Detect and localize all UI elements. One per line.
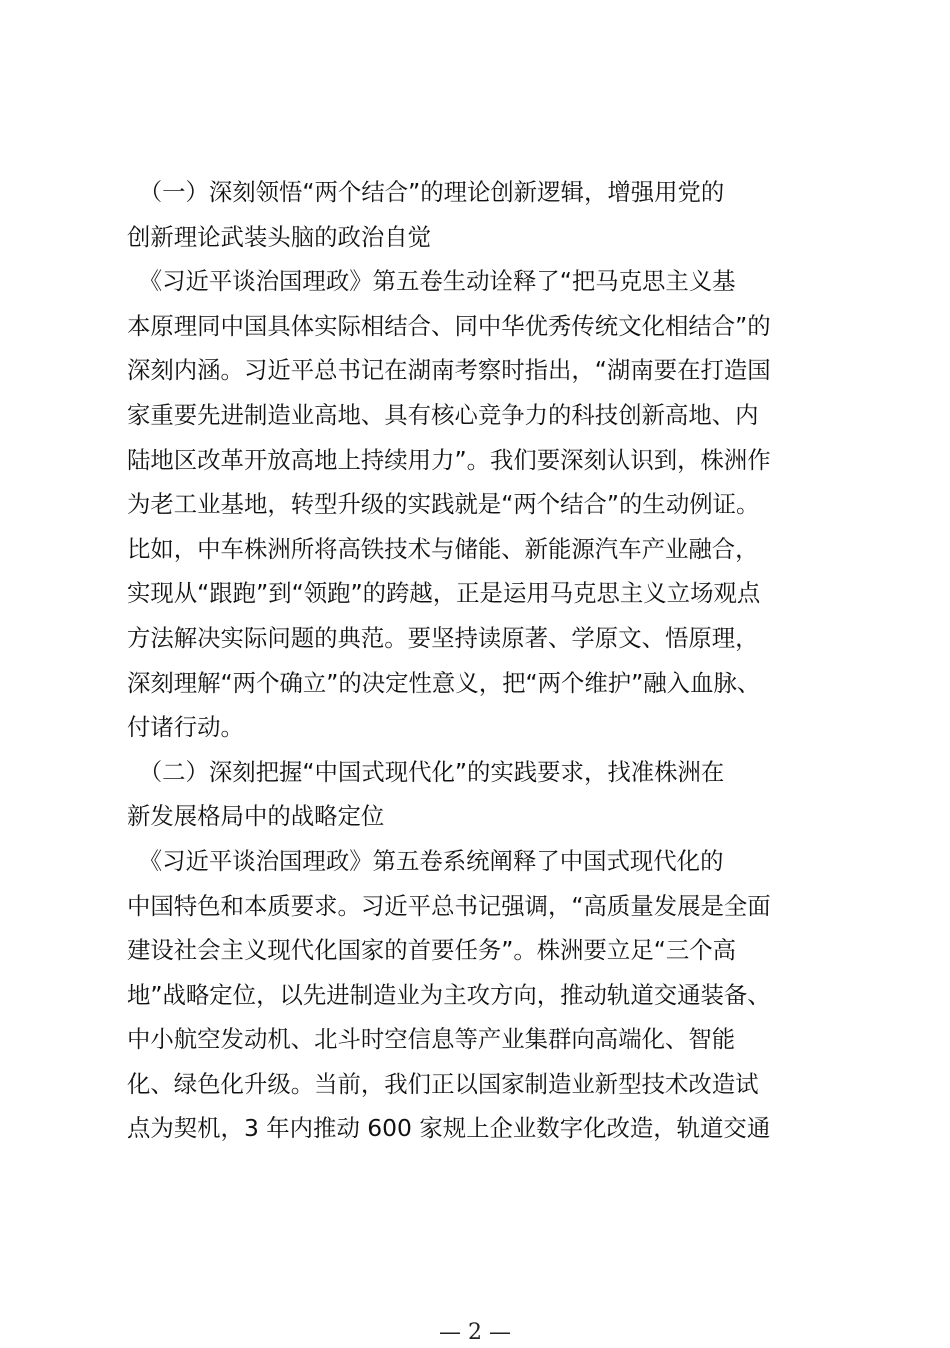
paragraph-1-line-7: 比如，中车株洲所将高铁技术与储能、新能源汽车产业融合， xyxy=(127,534,759,563)
paragraph-1-line-8: 实现从“跟跑”到“领跑”的跨越，正是运用马克思主义立场观点 xyxy=(127,579,761,608)
heading-2-line-1: （二）深刻把握“中国式现代化”的实践要求，找准株洲在 xyxy=(127,757,725,786)
paragraph-1-line-3: 深刻内涵。习近平总书记在湖南考察时指出，“湖南要在打造国 xyxy=(127,356,771,385)
paragraph-2-line-3: 建设社会主义现代化国家的首要任务”。株洲要立足“三个高 xyxy=(127,936,736,965)
paragraph-2-line-6: 化、绿色化升级。当前，我们正以国家制造业新型技术改造试 xyxy=(127,1069,759,1098)
paragraph-2-line-5: 中小航空发动机、北斗时空信息等产业集群向高端化、智能 xyxy=(127,1025,736,1054)
paragraph-1-line-2: 本原理同中国具体实际相结合、同中华优秀传统文化相结合”的 xyxy=(127,311,771,340)
paragraph-1-line-11: 付诸行动。 xyxy=(127,713,244,742)
paragraph-1-line-1: 《习近平谈治国理政》第五卷生动诠释了“把马克思主义基 xyxy=(127,267,736,296)
page-number: — 2 — xyxy=(439,1320,511,1345)
paragraph-1-line-5: 陆地区改革开放高地上持续用力”。我们要深刻认识到，株洲作 xyxy=(127,445,771,474)
paragraph-2-line-2: 中国特色和本质要求。习近平总书记强调，“高质量发展是全面 xyxy=(127,891,771,920)
paragraph-2-line-4: 地”战略定位，以先进制造业为主攻方向，推动轨道交通装备、 xyxy=(127,980,771,1009)
paragraph-2-line-7: 点为契机，3 年内推动 600 家规上企业数字化改造，轨道交通 xyxy=(127,1114,771,1143)
paragraph-2-line-1: 《习近平谈治国理政》第五卷系统阐释了中国式现代化的 xyxy=(127,846,724,875)
paragraph-1-line-9: 方法解决实际问题的典范。要坚持读原著、学原文、悟原理， xyxy=(127,623,759,652)
heading-1-line-1: （一）深刻领悟“两个结合”的理论创新逻辑，增强用党的 xyxy=(127,178,725,206)
paragraph-1-line-4: 家重要先进制造业高地、具有核心竞争力的科技创新高地、内 xyxy=(127,400,759,429)
document-body xyxy=(127,170,837,1151)
heading-2-line-2: 新发展格局中的战略定位 xyxy=(127,802,385,831)
paragraph-1-line-6: 为老工业基地，转型升级的实践就是“两个结合”的生动例证。 xyxy=(127,490,760,519)
paragraph-1-line-10: 深刻理解“两个确立”的决定性意义，把“两个维护”融入血脉、 xyxy=(127,668,761,697)
heading-1-line-2: 创新理论武装头脑的政治自觉 xyxy=(127,222,432,251)
